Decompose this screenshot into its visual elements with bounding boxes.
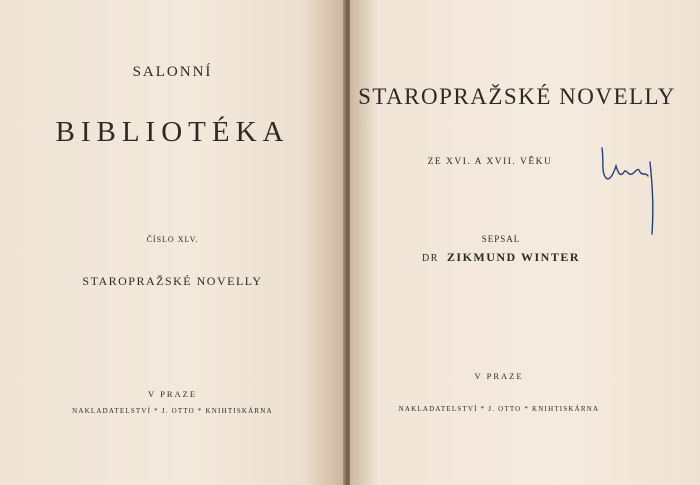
volume-number: ČÍSLO XLV. [146, 235, 199, 244]
series-title: BIBLIOTÉKA [55, 116, 290, 148]
left-page [0, 0, 345, 485]
right-publisher: NAKLADATELSTVÍ * J. OTTO * KNIHTISKÁRNA [398, 405, 600, 413]
book-title: STAROPRAŽSKÉ NOVELLY [358, 84, 676, 109]
signature-stroke [602, 148, 653, 234]
handwritten-signature [592, 142, 664, 238]
series-name: SALONNÍ [132, 64, 213, 80]
right-page [350, 0, 700, 485]
right-place: V PRAZE [474, 371, 524, 381]
book-subtitle: ZE XVI. A XVII. VĚKU [427, 157, 553, 167]
author-line [350, 250, 652, 265]
left-place: V PRAZE [147, 389, 198, 399]
author-prefix: DR [421, 253, 439, 264]
left-book-title: STAROPRAŽSKÉ NOVELLY [82, 274, 263, 288]
left-publisher: NAKLADATELSTVÍ * J. OTTO * KNIHTISKÁRNA [72, 407, 273, 415]
author-name: ZIKMUND WINTER [446, 250, 581, 264]
byline: SEPSAL [481, 234, 521, 244]
